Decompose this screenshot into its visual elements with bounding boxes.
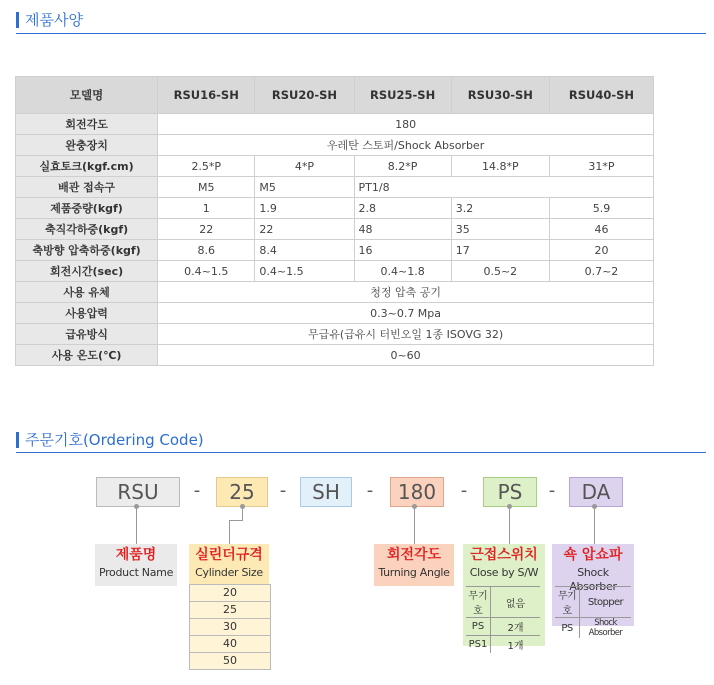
label-en: Close by S/W: [469, 566, 539, 579]
spec-row-rotation-time: [16, 261, 654, 282]
cell-span: 0~60: [158, 345, 654, 366]
spec-header-row: [16, 77, 654, 114]
shock-table: [555, 586, 631, 638]
switch-desc: 없음: [491, 587, 541, 618]
switch-desc: 1개: [491, 636, 541, 654]
spec-row-pressure: [16, 303, 654, 324]
connector-dot: [240, 504, 245, 509]
order-section-title: 주문기호(Ordering Code): [25, 431, 204, 449]
connector-line: [594, 506, 595, 544]
cell: 46: [549, 219, 653, 240]
switch-table: [466, 586, 540, 653]
code-box-size: 25: [216, 477, 268, 507]
connector-line: [229, 520, 243, 521]
cell: 1.9: [255, 198, 354, 219]
spec-table: [15, 76, 654, 366]
cell: 17: [451, 240, 549, 261]
row-label: 사용 유체: [16, 282, 158, 303]
header-model: 모델명: [16, 77, 158, 114]
row-label: 사용 온도(℃): [16, 345, 158, 366]
cell: PT1/8: [354, 177, 653, 198]
section-marker: [16, 432, 19, 448]
switch-row: [466, 618, 540, 636]
cell: 3.2: [451, 198, 549, 219]
code-dash: -: [193, 480, 201, 501]
code-dash: -: [548, 480, 556, 501]
label-kr: 실린더규격: [195, 547, 263, 563]
label-kr: 회전각도: [386, 547, 442, 563]
label-kr: 쇽 압쇼파: [563, 547, 623, 563]
header-rsu20: RSU20-SH: [255, 77, 354, 114]
order-section-header: [16, 429, 204, 450]
spec-row-temperature: [16, 345, 654, 366]
cell: 35: [451, 219, 549, 240]
spec-row-axial-load: [16, 240, 654, 261]
connector-line: [136, 506, 137, 544]
cell: 16: [354, 240, 451, 261]
cell: 2.8: [354, 198, 451, 219]
row-label: 사용압력: [16, 303, 158, 324]
row-label: 축직각하중(kgf): [16, 219, 158, 240]
cell: 8.4: [255, 240, 354, 261]
label-cylinder-size: [189, 544, 269, 586]
connector-dot: [592, 504, 597, 509]
cell: 5.9: [549, 198, 653, 219]
size-item: 50: [190, 652, 270, 669]
cell-span: 청정 압축 공기: [158, 282, 654, 303]
spec-section-title: 제품사양: [25, 11, 83, 29]
header-rsu40: RSU40-SH: [549, 77, 653, 114]
label-en: Product Name: [98, 566, 174, 579]
cell-span: 0.3~0.7 Mpa: [158, 303, 654, 324]
label-en: Turning Angle: [378, 566, 450, 579]
connector-line: [509, 506, 510, 544]
cell: 22: [255, 219, 354, 240]
connector-line: [229, 520, 230, 544]
code-dash: -: [460, 480, 468, 501]
header-rsu30: RSU30-SH: [451, 77, 549, 114]
shock-code: PS: [555, 618, 580, 639]
row-label: 회전각도: [16, 114, 158, 135]
header-rsu25: RSU25-SH: [354, 77, 451, 114]
row-label: 급유방식: [16, 324, 158, 345]
label-en: Shock Absorber: [569, 566, 617, 593]
cell: 48: [354, 219, 451, 240]
cell: 14.8*P: [451, 156, 549, 177]
section-marker: [16, 12, 19, 28]
shock-row: [555, 587, 631, 618]
connector-dot: [412, 504, 417, 509]
cell: 2.5*P: [158, 156, 255, 177]
cell: 0.4~1.5: [158, 261, 255, 282]
shock-code: 무기호: [555, 587, 580, 618]
section-divider: [16, 452, 706, 453]
shock-desc: Shock Absorber: [580, 618, 632, 639]
code-dash: -: [366, 480, 374, 501]
size-list: [189, 584, 271, 670]
size-item: 30: [190, 618, 270, 635]
cell-span: 우레탄 스토퍼/Shock Absorber: [158, 135, 654, 156]
code-box-type: SH: [300, 477, 352, 507]
spec-row-rotation-angle: [16, 114, 654, 135]
row-label: 실효토크(kgf.cm): [16, 156, 158, 177]
code-box-shock: DA: [569, 477, 623, 507]
spec-row-radial-load: [16, 219, 654, 240]
switch-code: PS1: [466, 636, 491, 654]
switch-code: 무기호: [466, 587, 491, 618]
cell: 8.2*P: [354, 156, 451, 177]
code-dash: -: [279, 480, 287, 501]
connector-dot: [134, 504, 139, 509]
cell: M5: [158, 177, 255, 198]
label-kr: 제품명: [115, 547, 157, 563]
cell: 8.6: [158, 240, 255, 261]
code-box-model: RSU: [96, 477, 180, 507]
row-label: 축방향 압축하중(kgf): [16, 240, 158, 261]
label-en: Cylinder Size: [195, 566, 263, 579]
spec-row-cushion: [16, 135, 654, 156]
cell-span: 무급유(급유시 터빈오일 1종 ISOVG 32): [158, 324, 654, 345]
cell: 4*P: [255, 156, 354, 177]
cell: 0.7~2: [549, 261, 653, 282]
row-label: 제품중량(kgf): [16, 198, 158, 219]
switch-row: [466, 587, 540, 618]
spec-row-fluid: [16, 282, 654, 303]
spec-row-port: [16, 177, 654, 198]
cell: 31*P: [549, 156, 653, 177]
cell: 0.4~1.8: [354, 261, 451, 282]
label-product-name: [95, 544, 177, 586]
header-rsu16: RSU16-SH: [158, 77, 255, 114]
spec-row-torque: [16, 156, 654, 177]
row-label: 완충장치: [16, 135, 158, 156]
spec-section-header: [16, 9, 83, 30]
switch-desc: 2개: [491, 618, 541, 636]
row-label: 배관 접속구: [16, 177, 158, 198]
cell-span: 180: [158, 114, 654, 135]
cell: 0.5~2: [451, 261, 549, 282]
connector-line: [414, 506, 415, 544]
label-kr: 근접스위치: [470, 547, 538, 563]
cell: 0.4~1.5: [255, 261, 354, 282]
label-turning-angle: [374, 544, 454, 586]
cell: 22: [158, 219, 255, 240]
section-divider: [16, 33, 706, 34]
cell: 20: [549, 240, 653, 261]
size-item: 20: [190, 584, 270, 601]
code-box-switch: PS: [483, 477, 537, 507]
size-item: 25: [190, 601, 270, 618]
connector-dot: [507, 504, 512, 509]
switch-code: PS: [466, 618, 491, 636]
switch-row: [466, 636, 540, 654]
size-item: 40: [190, 635, 270, 652]
shock-desc: Stopper: [580, 587, 632, 618]
code-box-angle: 180: [390, 477, 444, 507]
row-label: 회전시간(sec): [16, 261, 158, 282]
spec-row-weight: [16, 198, 654, 219]
shock-row: [555, 618, 631, 639]
spec-row-lubrication: [16, 324, 654, 345]
cell: M5: [255, 177, 354, 198]
cell: 1: [158, 198, 255, 219]
